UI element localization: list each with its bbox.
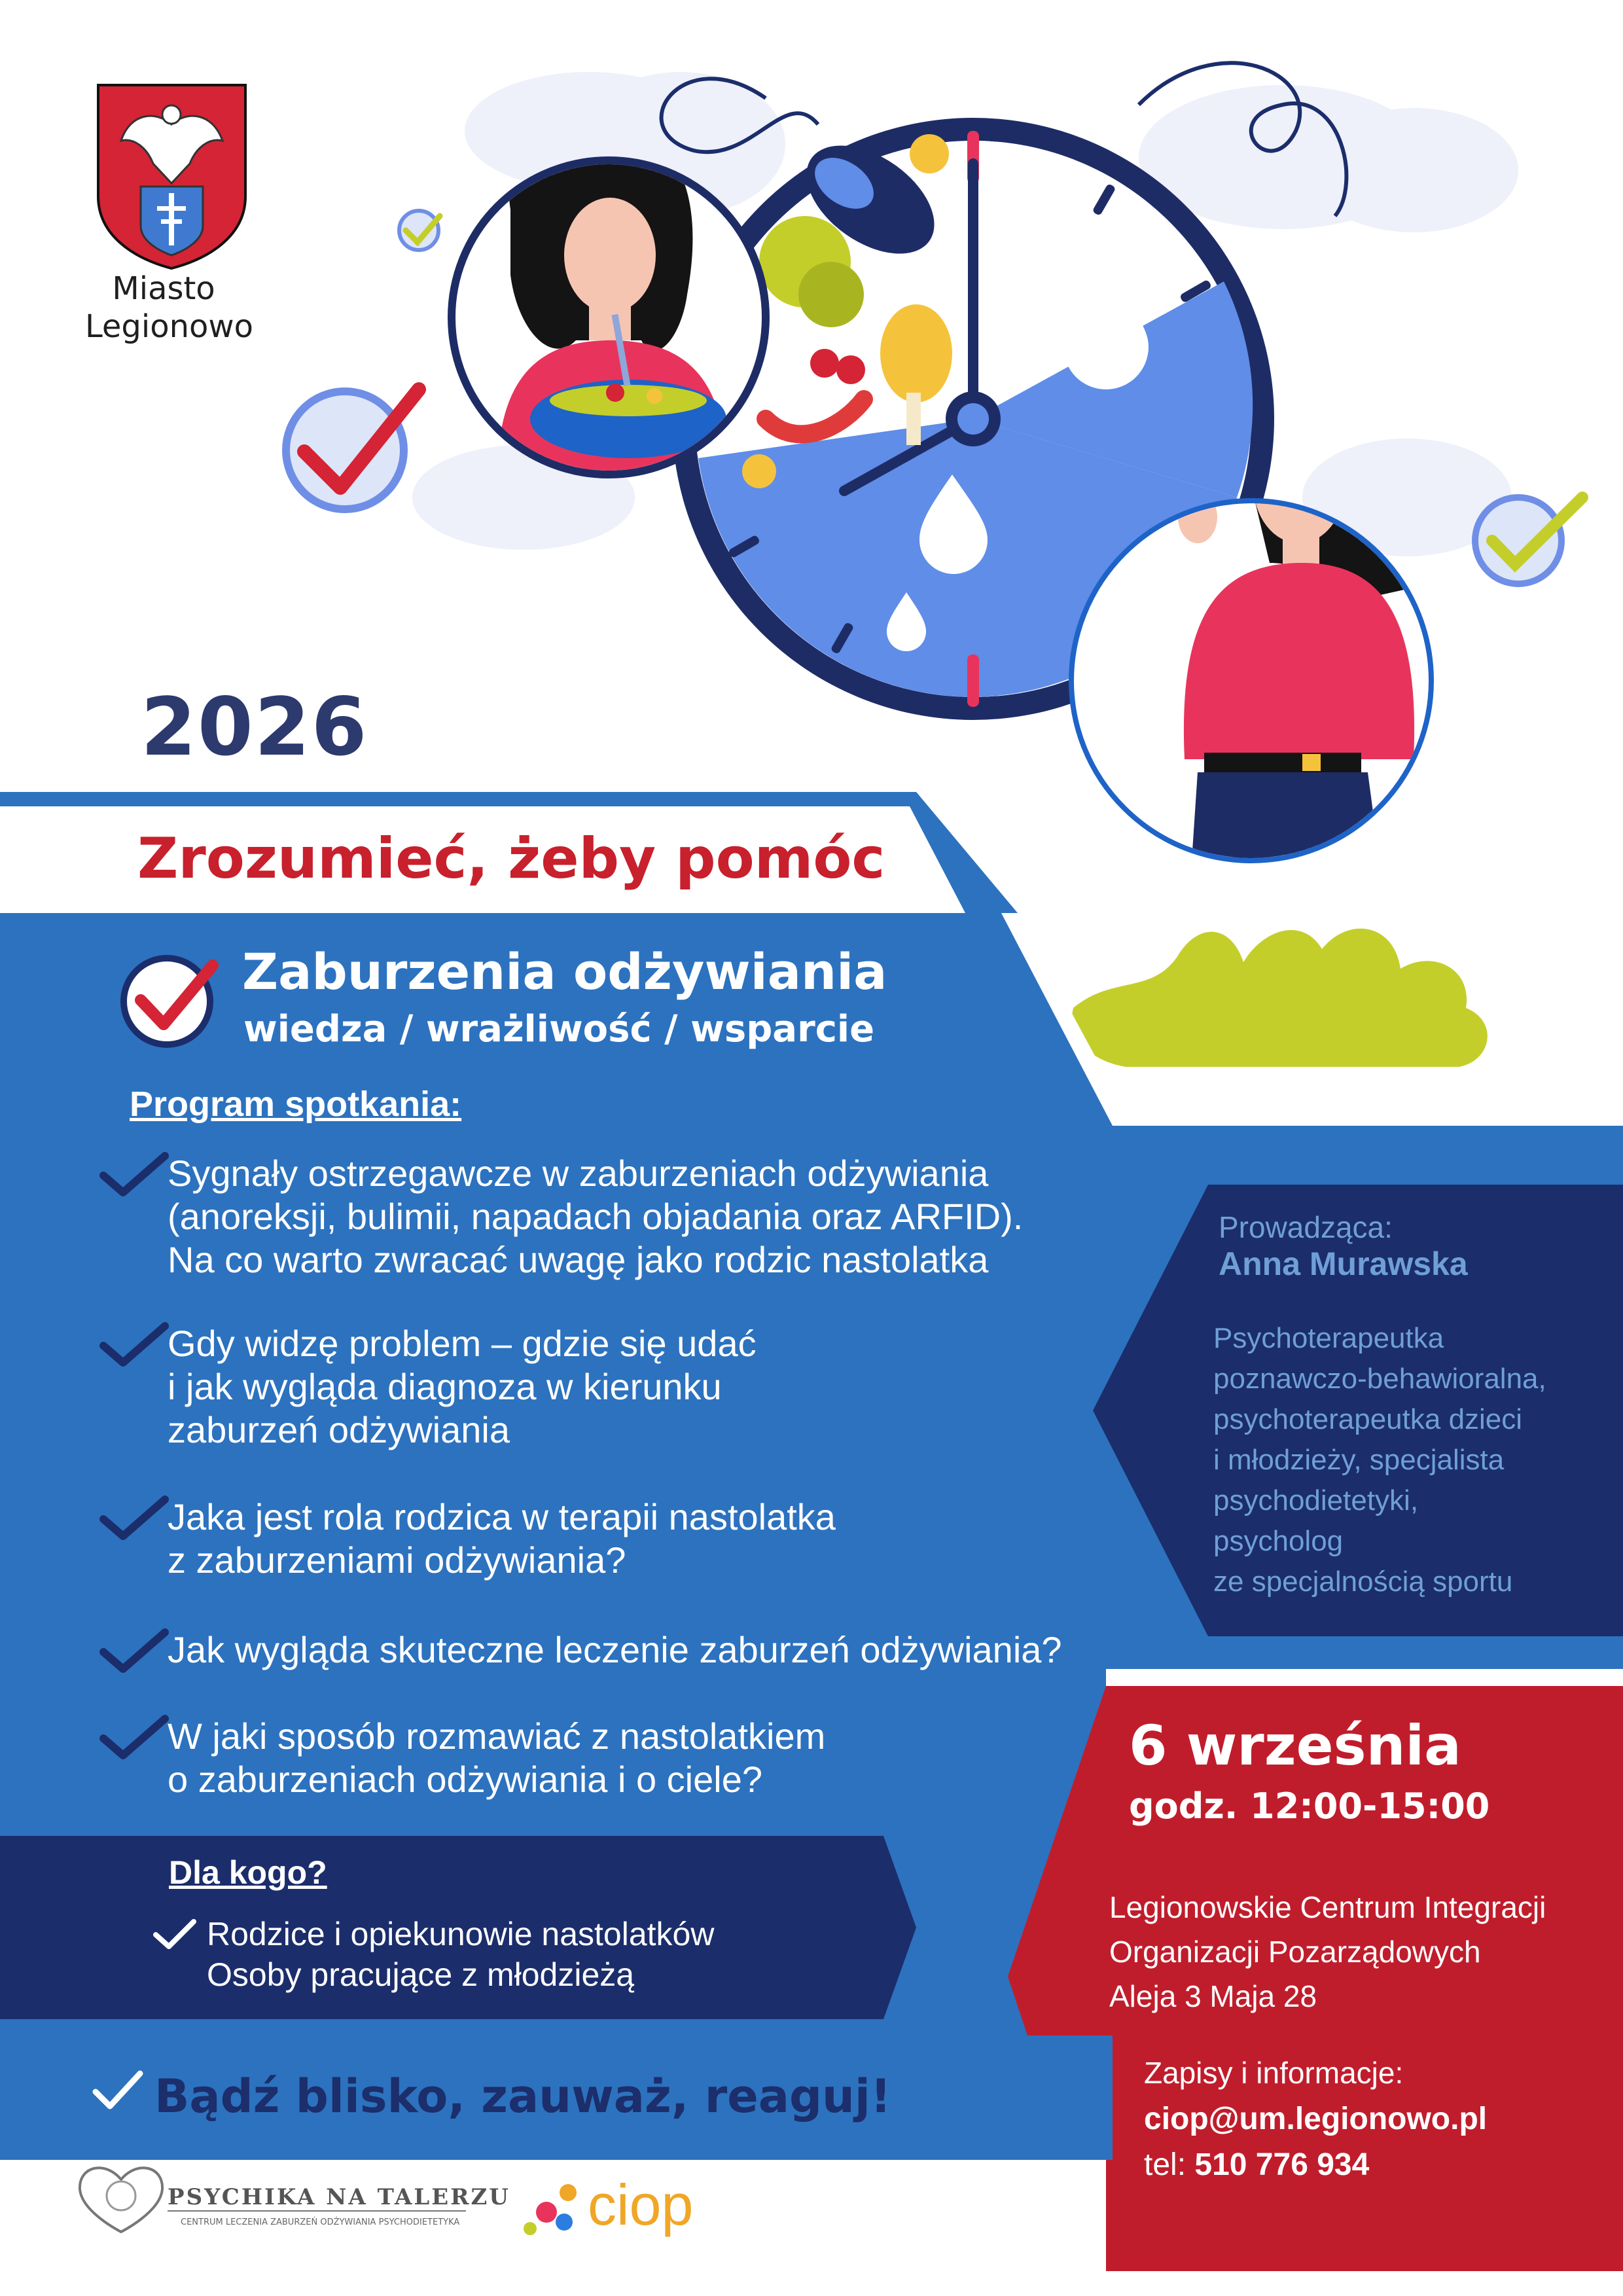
checkmark-icon [152, 1918, 198, 1950]
program-item-line: Gdy widzę problem – gdzie się udać [168, 1323, 757, 1364]
host-bio [1213, 1318, 1546, 1602]
checkmark-icon [98, 1152, 170, 1198]
logo-caption-line1: Miasto [112, 270, 215, 307]
host-bio-line: i młodzieży, specjalista [1213, 1444, 1505, 1476]
host-bio-line: psychodietetyki, [1213, 1484, 1419, 1516]
checkmark-icon [98, 1628, 170, 1674]
event-venue [1109, 1885, 1546, 2018]
host-bio-line: ze specjalnością sportu [1213, 1566, 1513, 1598]
slogan: Bądź blisko, zauważ, reaguj! [154, 2070, 891, 2123]
bush-decoration [1072, 929, 1488, 1067]
partner-psychika-subtitle: CENTRUM LECZENIA ZABURZEŃ ODŻYWIANIA PSYCHODIETETYKA [181, 2217, 460, 2227]
program-item-line: zaburzeń odżywiania [168, 1409, 510, 1450]
contact-email-link[interactable]: ciop@um.legionowo.pl [1144, 2102, 1488, 2136]
host-name: Anna Murawska [1219, 1246, 1468, 1282]
footer-band [0, 2160, 1106, 2296]
program-item-line: z zaburzeniami odżywiania? [168, 1539, 626, 1581]
venue-line: Legionowskie Centrum Integracji [1109, 1890, 1546, 1924]
check-circle-icon [286, 389, 419, 509]
program-item-line: o zaburzeniach odżywiania i o ciele? [168, 1759, 762, 1800]
check-circle-icon [399, 211, 440, 250]
checkmark-icon [98, 1496, 170, 1541]
coat-of-arms-icon [98, 85, 245, 268]
checkmark-icon [92, 2070, 144, 2111]
program-item-line: i jak wygląda diagnoza w kierunku [168, 1366, 722, 1407]
main-subtitle: wiedza / wrażliwość / wsparcie [243, 1008, 875, 1050]
program-item-line: Jak wygląda skuteczne leczenie zaburzeń odżywiania? [168, 1629, 1062, 1670]
contact-label: Zapisy i informacje: [1144, 2056, 1404, 2090]
host-bio-line: psychoterapeutka dzieci [1213, 1403, 1523, 1435]
event-date: 6 września [1129, 1713, 1461, 1778]
checkmark-icon [98, 1322, 170, 1368]
venue-line: Organizacji Pozarządowych [1109, 1935, 1481, 1969]
venue-line: Aleja 3 Maja 28 [1109, 1979, 1317, 2013]
program-item-line: Sygnały ostrzegawcze w zaburzeniach odżywiania [168, 1153, 989, 1194]
logo-caption [85, 270, 254, 346]
program-item-line: W jaki sposób rozmawiać z nastolatkiem [168, 1715, 826, 1757]
forwhom-list [207, 1914, 714, 1995]
logo-caption-line2: Legionowo [85, 308, 254, 345]
program-item-line: (anoreksji, bulimii, napadach objadania oraz ARFID). [168, 1196, 1024, 1237]
program-item-line: Jaka jest rola rodzica w terapii nastolatka [168, 1496, 836, 1537]
checkmark-icon [98, 1715, 170, 1761]
forwhom-heading: Dla kogo? [169, 1854, 327, 1891]
tagline: Zrozumieć, żeby pomóc [137, 826, 885, 891]
title-check-icon [124, 958, 213, 1045]
check-circle-icon [1475, 497, 1582, 584]
host-bio-line: Psychoterapeutka [1213, 1322, 1444, 1354]
contact-phone [1144, 2147, 1369, 2183]
host-bio-line: poznawczo-behawioralna, [1213, 1363, 1546, 1395]
host-label: Prowadząca: [1219, 1210, 1393, 1244]
year-heading: 2026 [141, 681, 368, 774]
event-time: godz. 12:00-15:00 [1129, 1785, 1490, 1827]
program-heading: Program spotkania: [130, 1085, 462, 1124]
program-item-line: Na co warto zwracać uwagę jako rodzic nastolatka [168, 1239, 989, 1280]
forwhom-line: Rodzice i opiekunowie nastolatków [207, 1916, 715, 1952]
partner-psychika-name: PSYCHIKA NA TALERZU [168, 2184, 510, 2210]
phone-prefix: tel: [1144, 2147, 1186, 2182]
host-bio-line: psycholog [1213, 1525, 1344, 1557]
forwhom-line: Osoby pracujące z młodzieżą [207, 1956, 635, 1993]
phone-number-link[interactable]: 510 776 934 [1194, 2147, 1370, 2182]
main-title: Zaburzenia odżywiania [242, 942, 887, 1001]
partner-ciop-name: ciop [588, 2172, 694, 2237]
